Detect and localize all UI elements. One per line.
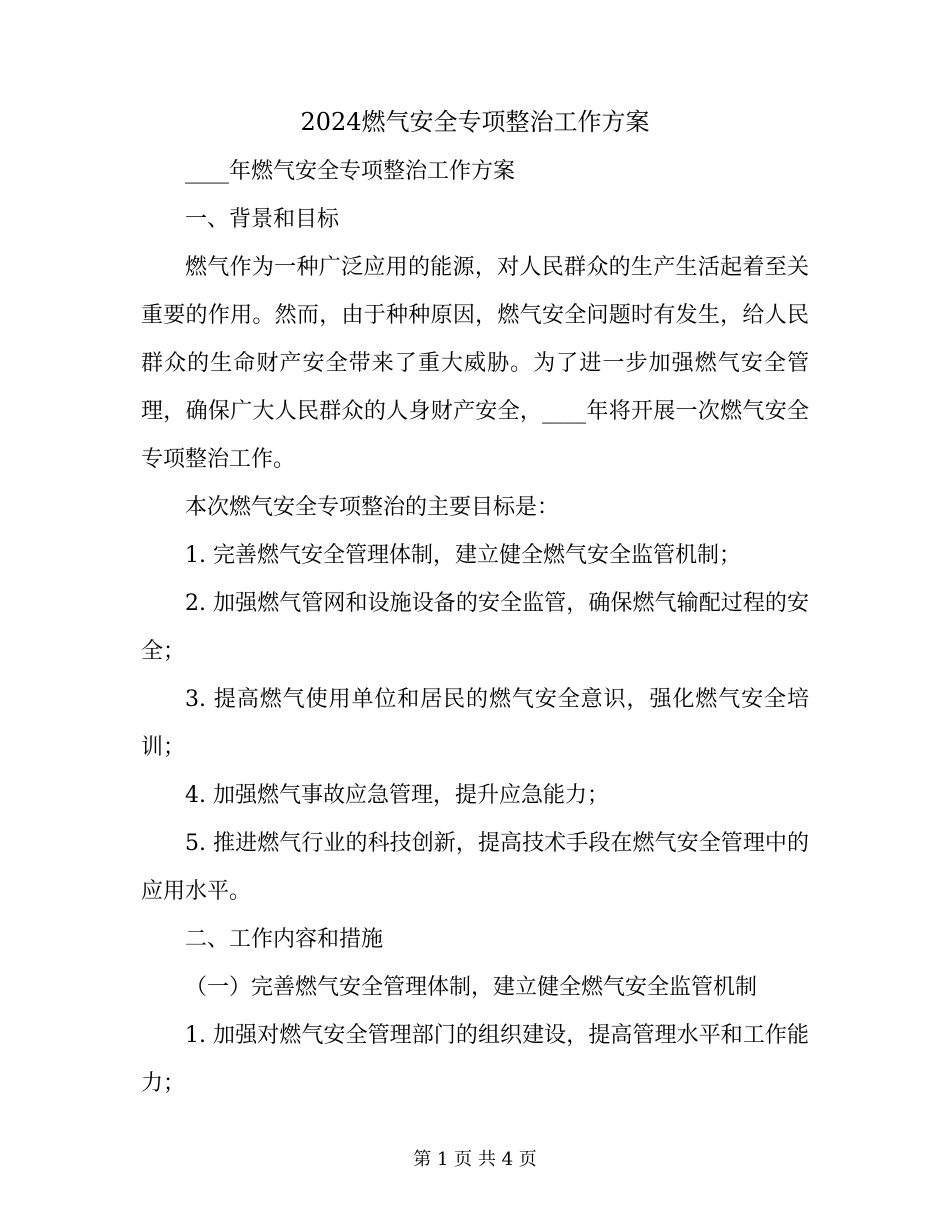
goal-item-4: 4. 加强燃气事故应急管理，提升应急能力；: [185, 783, 609, 808]
goal-item-2: 2. 加强燃气管网和设施设备的安全监管，确保燃气输配过程的安全；: [141, 591, 809, 664]
goal-item-3: 3. 提高燃气使用单位和居民的燃气安全意识，强化燃气安全培训；: [141, 687, 809, 760]
document-title: 2024燃气安全专项整治工作方案: [300, 108, 650, 136]
page-footer: 第 1 页 共 4 页: [413, 1149, 537, 1170]
subsection-heading-1: （一）完善燃气安全管理体制，建立健全燃气安全监管机制: [185, 975, 758, 1000]
goals-intro-paragraph: 本次燃气安全专项整治的主要目标是：: [185, 495, 560, 520]
document-body: [141, 148, 809, 1108]
background-paragraph: 燃气作为一种广泛应用的能源，对人民群众的生产生活起着至关重要的作用。然而，由于种种原因，燃气安全问题时有发生，给人民群众的生命财产安全带来了重大威胁。为了进一步加强燃气安全管理，确保广大人民群众的人身财产安全，____年将开展一次燃气安全专项整治工作。: [141, 255, 809, 472]
subtitle-paragraph: ____年燃气安全专项整治工作方案: [185, 159, 516, 184]
section-heading-background: 一、背景和目标: [185, 207, 340, 232]
goal-item-1: 1. 完善燃气安全管理体制，建立健全燃气安全监管机制；: [185, 543, 741, 568]
measure-item-1: 1. 加强对燃气安全管理部门的组织建设，提高管理水平和工作能力；: [141, 1023, 809, 1096]
section-heading-work-content: 二、工作内容和措施: [185, 927, 384, 952]
goal-item-5: 5. 推进燃气行业的科技创新，提高技术手段在燃气安全管理中的应用水平。: [141, 831, 809, 904]
